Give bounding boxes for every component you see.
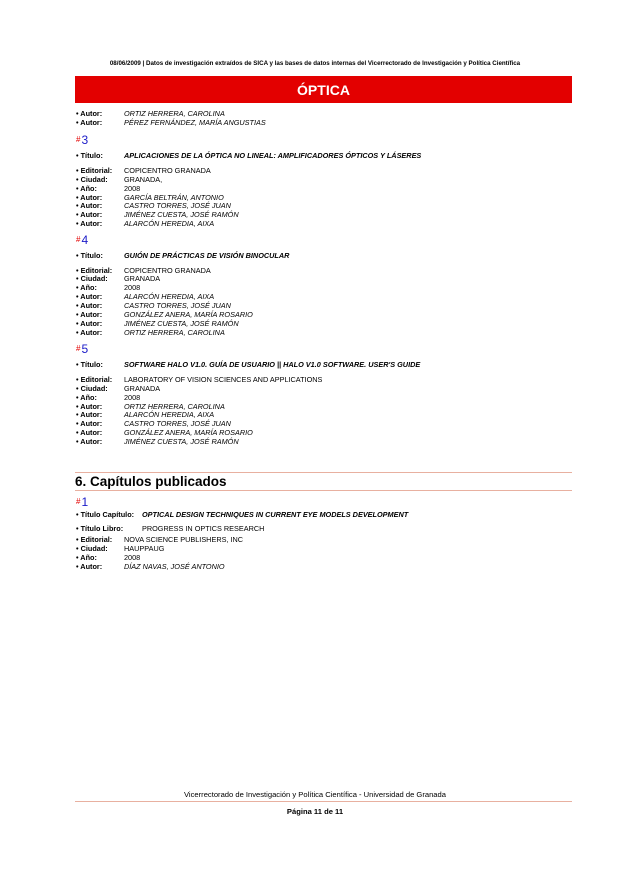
title-label: • Título: (76, 251, 103, 260)
author-value: CASTRO TORRES, JOSÉ JUAN (124, 201, 231, 210)
author-value: PÉREZ FERNÁNDEZ, MARÍA ANGUSTIAS (124, 118, 266, 127)
author-label: • Autor: (76, 428, 103, 437)
author-value: JIMÉNEZ CUESTA, JOSÉ RAMÓN (124, 437, 239, 446)
section-title: 6. Capítulos publicados (75, 472, 572, 491)
author-value: JIMÉNEZ CUESTA, JOSÉ RAMÓN (124, 319, 239, 328)
year-label: • Año: (76, 553, 97, 562)
title-value: GUIÓN DE PRÁCTICAS DE VISIÓN BINOCULAR (124, 251, 290, 260)
editorial-label: • Editorial: (76, 535, 113, 544)
year-label: • Año: (76, 283, 97, 292)
editorial-label: • Editorial: (76, 375, 113, 384)
section-banner: ÓPTICA (75, 76, 572, 103)
book-title-value: PROGRESS IN OPTICS RESEARCH (142, 524, 265, 533)
author-label: • Autor: (76, 419, 103, 428)
author-value: CASTRO TORRES, JOSÉ JUAN (124, 301, 231, 310)
author-value: GARCÍA BELTRÁN, ANTONIO (124, 193, 224, 202)
book-title-label: • Título Libro: (76, 524, 124, 533)
author-label: • Autor: (76, 201, 103, 210)
editorial-value: COPICENTRO GRANADA (124, 166, 211, 175)
author-label: • Autor: (76, 410, 103, 419)
record-num: 1 (81, 495, 89, 509)
chapter-number (76, 496, 88, 508)
footer-divider (75, 801, 572, 802)
author-label: • Autor: (76, 301, 103, 310)
author-value: ORTIZ HERRERA, CAROLINA (124, 328, 225, 337)
author-label: • Autor: (76, 292, 103, 301)
author-label: • Autor: (76, 210, 103, 219)
author-label: • Autor: (76, 193, 103, 202)
author-value: ALARCÓN HEREDIA, AIXA (124, 292, 215, 301)
author-label: • Autor: (76, 109, 103, 118)
editorial-value: COPICENTRO GRANADA (124, 266, 211, 275)
author-value: ALARCÓN HEREDIA, AIXA (124, 219, 215, 228)
record-num: 5 (81, 342, 89, 356)
title-value: SOFTWARE HALO V1.0. GUÍA DE USUARIO || HALO V1.0 SOFTWARE. USER'S GUIDE (124, 360, 421, 369)
year-value: 2008 (124, 184, 141, 193)
year-value: 2008 (124, 553, 141, 562)
city-value: HAUPPAUG (124, 544, 165, 553)
year-value: 2008 (124, 283, 141, 292)
author-label: • Autor: (76, 118, 103, 127)
author-value: ORTIZ HERRERA, CAROLINA (124, 109, 225, 118)
page-number: Página 11 de 11 (286, 807, 344, 816)
author-label: • Autor: (76, 319, 103, 328)
record-number (76, 234, 88, 246)
record-number (76, 343, 88, 355)
year-label: • Año: (76, 393, 97, 402)
editorial-label: • Editorial: (76, 266, 113, 275)
author-label: • Autor: (76, 562, 103, 571)
author-value: GONZÁLEZ ANERA, MARÍA ROSARIO (124, 428, 253, 437)
page-header: 08/06/2009 | Datos de investigación extraídos de SICA y las bases de datos internas del Vicerrectorado de Investigación y Política Científica (109, 60, 521, 67)
author-label: • Autor: (76, 402, 103, 411)
city-label: • Ciudad: (76, 175, 108, 184)
hash-mark: # (76, 135, 81, 144)
editorial-value: LABORATORY OF VISION SCIENCES AND APPLICATIONS (124, 375, 323, 384)
city-label: • Ciudad: (76, 384, 108, 393)
hash-mark: # (76, 235, 81, 244)
city-value: GRANADA (124, 384, 161, 393)
title-value: APLICACIONES DE LA ÓPTICA NO LINEAL: AMPLIFICADORES ÓPTICOS Y LÁSERES (124, 151, 422, 160)
author-value: ALARCÓN HEREDIA, AIXA (124, 410, 215, 419)
author-value: JIMÉNEZ CUESTA, JOSÉ RAMÓN (124, 210, 239, 219)
chapter-title-value: OPTICAL DESIGN TECHNIQUES IN CURRENT EYE MODELS DEVELOPMENT (142, 510, 409, 519)
record-num: 3 (81, 133, 89, 147)
editorial-value: NOVA SCIENCE PUBLISHERS, INC (124, 535, 244, 544)
author-value: CASTRO TORRES, JOSÉ JUAN (124, 419, 231, 428)
author-label: • Autor: (76, 310, 103, 319)
author-value: ORTIZ HERRERA, CAROLINA (124, 402, 225, 411)
author-value: DÍAZ NAVAS, JOSÉ ANTONIO (124, 562, 225, 571)
city-value: GRANADA, (124, 175, 163, 184)
author-label: • Autor: (76, 328, 103, 337)
record-number (76, 134, 88, 146)
record-num: 4 (81, 233, 89, 247)
title-label: • Título: (76, 360, 103, 369)
city-label: • Ciudad: (76, 274, 108, 283)
author-value: GONZÁLEZ ANERA, MARÍA ROSARIO (124, 310, 253, 319)
city-label: • Ciudad: (76, 544, 108, 553)
title-label: • Título: (76, 151, 103, 160)
editorial-label: • Editorial: (76, 166, 113, 175)
hash-mark: # (76, 497, 81, 506)
chapter-title-label: • Título Capítulo: (76, 510, 135, 519)
year-label: • Año: (76, 184, 97, 193)
author-label: • Autor: (76, 437, 103, 446)
city-value: GRANADA (124, 274, 161, 283)
footer-institution: Vicerrectorado de Investigación y Política Científica - Universidad de Granada (184, 790, 446, 799)
year-value: 2008 (124, 393, 141, 402)
hash-mark: # (76, 344, 81, 353)
author-label: • Autor: (76, 219, 103, 228)
